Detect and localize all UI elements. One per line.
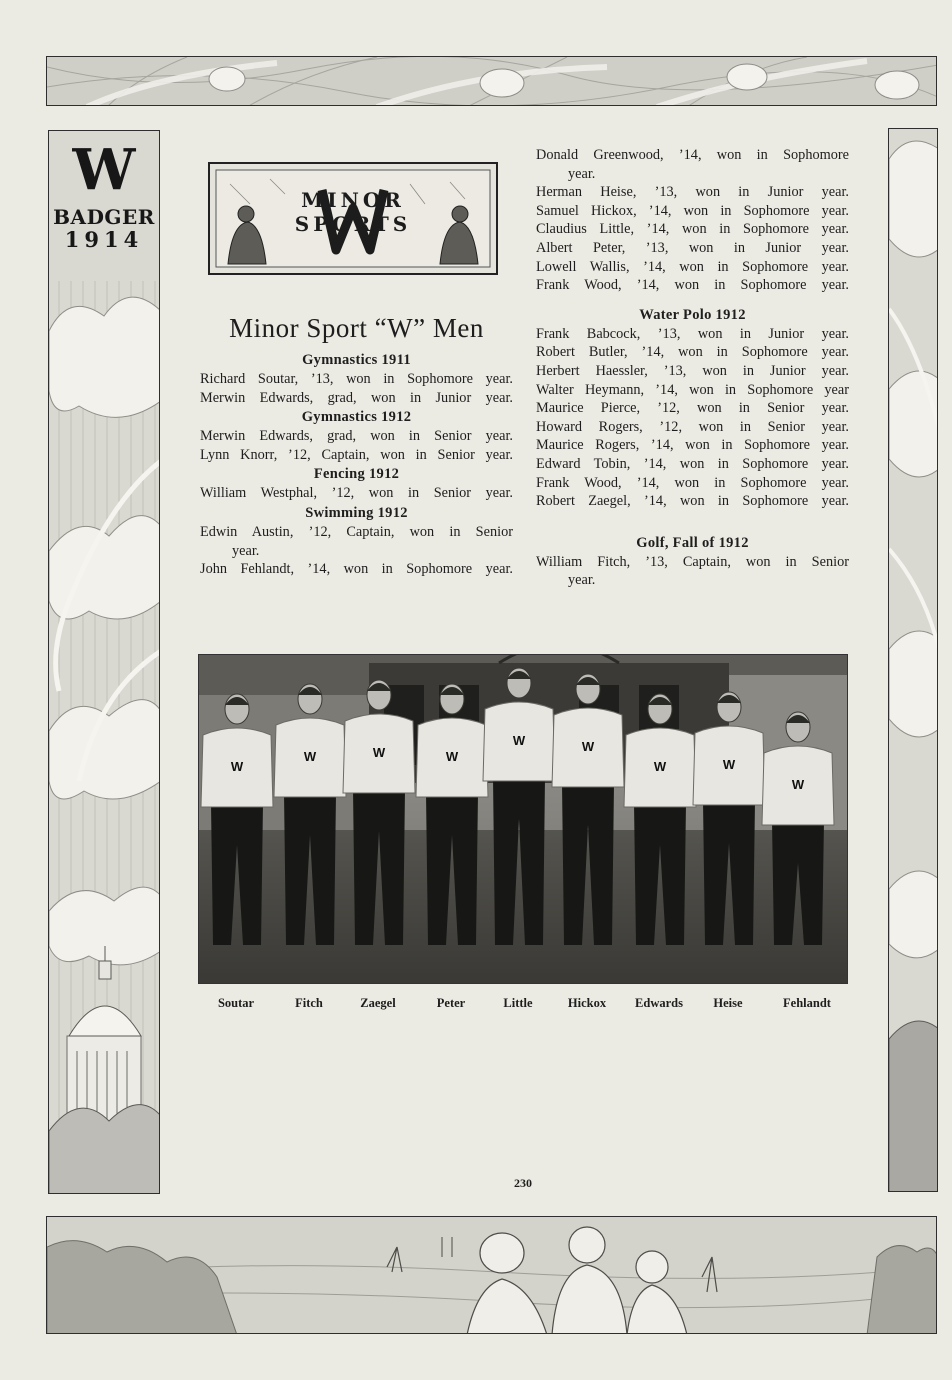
award-line-continuation: year. <box>568 572 596 589</box>
header-lettering: MINOR SPORTS <box>294 188 412 236</box>
award-line: Maurice Rogers, ’14, won in Sophomore year. <box>536 437 849 454</box>
top-decorative-band <box>46 56 937 106</box>
section-heading: Gymnastics 1912 <box>301 409 412 426</box>
caption-name: Zaegel <box>360 996 396 1010</box>
sweater-letter: W <box>722 757 736 772</box>
bottom-decorative-band <box>46 1216 937 1334</box>
sweater-letter: W <box>445 749 459 764</box>
award-line: Robert Zaegel, ’14, won in Sophomore year. <box>536 493 849 510</box>
award-line: Merwin Edwards, grad, won in Senior year. <box>200 428 513 445</box>
sidebar-badger-label: BADGER <box>53 205 155 229</box>
award-line-continuation: year. <box>568 165 596 182</box>
page-number: 230 <box>514 1176 532 1190</box>
sweater-letter: W <box>372 745 386 760</box>
award-line: Herbert Haessler, ’13, won in Junior year. <box>536 362 849 379</box>
award-line-continuation: year. <box>232 542 260 559</box>
award-line: Howard Rogers, ’12, won in Senior year. <box>536 418 849 435</box>
award-line: Frank Wood, ’14, won in Sophomore year. <box>536 277 849 294</box>
award-line: Albert Peter, ’13, won in Junior year. <box>536 239 849 256</box>
minor-sports-header-block <box>208 162 498 275</box>
right-sidebar-panel <box>888 128 938 1192</box>
sweater-letter: W <box>230 759 244 774</box>
sweater-letter: W <box>653 759 667 774</box>
caption-name: Little <box>503 996 533 1010</box>
award-line: Frank Wood, ’14, won in Sophomore year. <box>536 474 849 491</box>
award-line: Walter Heymann, ’14, won in Sophomore year <box>536 381 849 398</box>
award-line: Claudius Little, ’14, won in Sophomore year. <box>536 221 849 238</box>
award-line: Edward Tobin, ’14, won in Sophomore year. <box>536 455 849 472</box>
award-line: John Fehlandt, ’14, won in Sophomore year. <box>200 561 513 578</box>
sweater-letter: W <box>581 739 595 754</box>
section-heading: Golf, Fall of 1912 <box>636 534 749 551</box>
award-line: William Westphal, ’12, won in Senior year. <box>200 485 513 502</box>
photo-caption-names <box>198 996 848 1014</box>
section-heading: Fencing 1912 <box>313 466 400 483</box>
left-text-column <box>200 350 513 579</box>
caption-name: Heise <box>713 996 743 1010</box>
caption-name: Fehlandt <box>783 996 831 1010</box>
caption-name: Fitch <box>295 996 323 1010</box>
award-line: William Fitch, ’13, Captain, won in Senior <box>536 553 849 570</box>
section-heading: Gymnastics 1911 <box>302 352 411 368</box>
caption-name: Soutar <box>217 996 255 1010</box>
right-text-column <box>536 146 849 590</box>
award-line: Lowell Wallis, ’14, won in Sophomore year. <box>536 258 849 275</box>
page-title: Minor Sport “W” Men <box>229 313 484 343</box>
award-line: Donald Greenwood, ’14, won in Sophomore <box>536 147 849 163</box>
sweater-letter: W <box>791 777 805 792</box>
award-line: Lynn Knorr, ’12, Captain, won in Senior year. <box>200 446 513 463</box>
caption-name: Hickox <box>567 996 607 1010</box>
award-line: Merwin Edwards, grad, won in Junior year. <box>200 389 513 406</box>
caption-name: Edwards <box>635 996 683 1010</box>
award-line: Samuel Hickox, ’14, won in Sophomore year. <box>536 202 849 219</box>
award-line: Herman Heise, ’13, won in Junior year. <box>536 184 849 201</box>
sweater-letter: W <box>303 749 317 764</box>
sidebar-w-letter: W <box>72 137 136 203</box>
sweater-letter: W <box>512 733 526 748</box>
sidebar-year-label: 1914 <box>64 227 144 252</box>
award-line: Edwin Austin, ’12, Captain, won in Senior <box>200 523 513 540</box>
award-line: Richard Soutar, ’13, won in Sophomore year. <box>200 371 513 387</box>
team-photograph <box>198 654 848 984</box>
award-line: Maurice Pierce, ’12, won in Senior year. <box>536 400 849 417</box>
section-heading: Water Polo 1912 <box>639 306 746 323</box>
award-line: Frank Babcock, ’13, won in Junior year. <box>536 325 849 342</box>
section-heading: Swimming 1912 <box>305 504 408 521</box>
caption-name: Peter <box>436 996 466 1010</box>
left-sidebar-panel <box>48 130 160 1194</box>
award-line: Robert Butler, ’14, won in Sophomore year. <box>536 344 849 361</box>
